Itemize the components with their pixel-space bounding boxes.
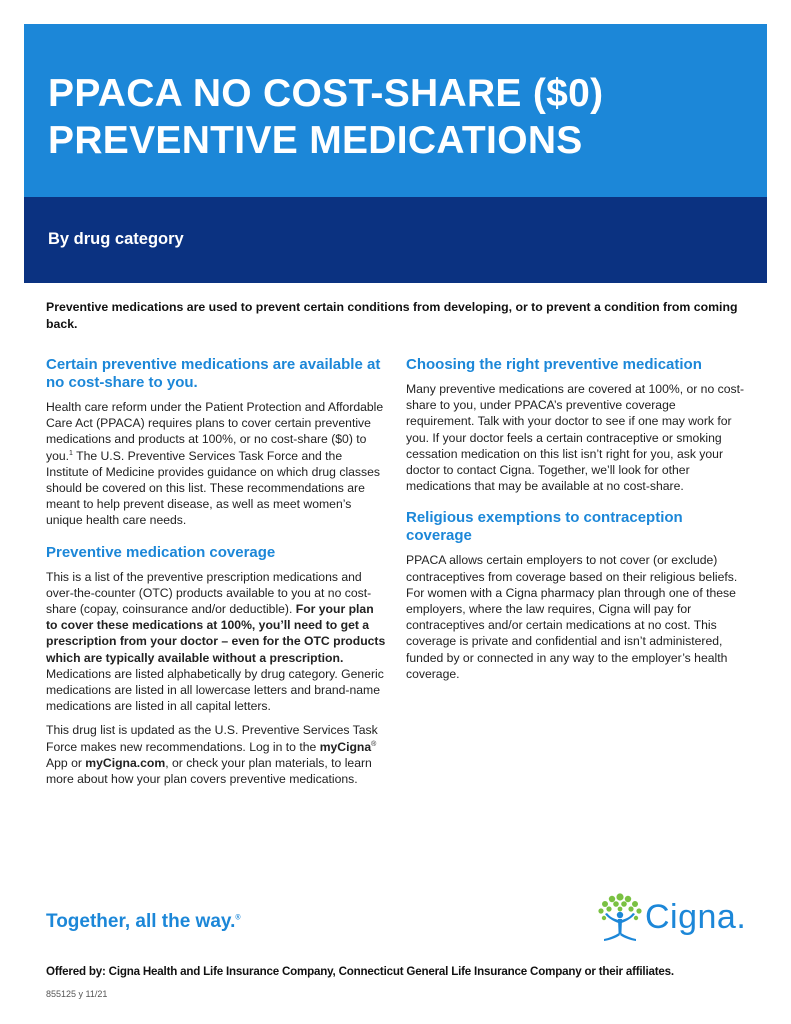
mycigna-site-mention: myCigna.com	[85, 755, 166, 770]
section-heading-coverage: Preventive medication coverage	[46, 543, 276, 561]
left-column	[46, 356, 386, 795]
right-column	[406, 356, 746, 690]
subheader-banner	[24, 197, 767, 283]
mycigna-app-mention: myCigna	[319, 739, 372, 754]
page-title: PPACA NO COST-SHARE ($0) PREVENTIVE MEDICATIONS	[48, 72, 604, 162]
cigna-tree-icon	[596, 888, 644, 948]
document-code: 855125 y 11/21	[46, 989, 108, 999]
intro-text: Preventive medications are used to prevent certain conditions from developing, or to prevent a condition from coming back.	[46, 300, 738, 331]
section-heading-choosing: Choosing the right preventive medication	[406, 356, 702, 373]
page-subtitle: By drug category	[48, 230, 184, 248]
paragraph-coverage-list: This is a list of the preventive prescription medications and over-the-counter (OTC) products available to you at no cost-share (copay, coinsurance and/or deductible). For your plan to cover these medications at 100%, you’ll need to get a prescription from your doctor – even for the OTC products which are typically available without a prescription. Medications are listed alphabetically by drug category. Generic medications are listed in all lowercase letters and brand-name medications are listed in all capital letters.	[46, 569, 386, 714]
section-heading-religious-exemptions: Religious exemptions to contraception coverage	[406, 509, 683, 545]
footnote-marker: 1	[69, 449, 73, 457]
cigna-wordmark: Cigna.	[645, 898, 747, 936]
paragraph-list-updates: This drug list is updated as the U.S. Preventive Services Task Force makes new recommendations. Log in to the myCigna® App or myCigna.com, or check your plan materials, to learn more about how your plan covers preventive medications.	[46, 723, 378, 787]
section-heading-no-cost: Certain preventive medications are available at no cost-share to you.	[46, 356, 381, 391]
cigna-logo	[596, 888, 756, 948]
paragraph-religious-exemptions: PPACA allows certain employers to not cover (or exclude) contraceptives from coverage based on their religious beliefs. For women with a Cigna pharmacy plan through one of these employers, where the law requires, Cigna will pay for contraceptives and/or certain medications at no cost. This coverage is private and confidential and isn’t administered, funded by or connected in any way to the employer’s health coverage.	[406, 553, 738, 681]
header-banner	[24, 24, 767, 197]
tagline: Together, all the way.®	[46, 911, 241, 932]
offered-by-text: Offered by: Cigna Health and Life Insurance Company, Connecticut General Life Insurance Company or their affiliates.	[46, 965, 674, 978]
paragraph-health-care-reform: Health care reform under the Patient Protection and Affordable Care Act (PPACA) requires plans to cover certain preventive medications and products at 100%, or no cost-share ($0) to you.$^1$ The U.S. Preventive Services Task Force and the Institute of Medicine provides guidance on which drug classes should be covered on this list. These recommendations are meant to help prevent disease, as well as meet women’s unique health care needs.	[46, 400, 384, 528]
paragraph-choosing: Many preventive medications are covered at 100%, or no cost-share to you, under PPACA’s preventive coverage requirement. Talk with your doctor to see if one may work for you. If your doctor feels a certain contraceptive or smoking cessation medication on this list isn’t right for you, ask your doctor to contact Cigna. Together, we’ll look for other medications that may be available at no cost-share.	[406, 382, 745, 494]
